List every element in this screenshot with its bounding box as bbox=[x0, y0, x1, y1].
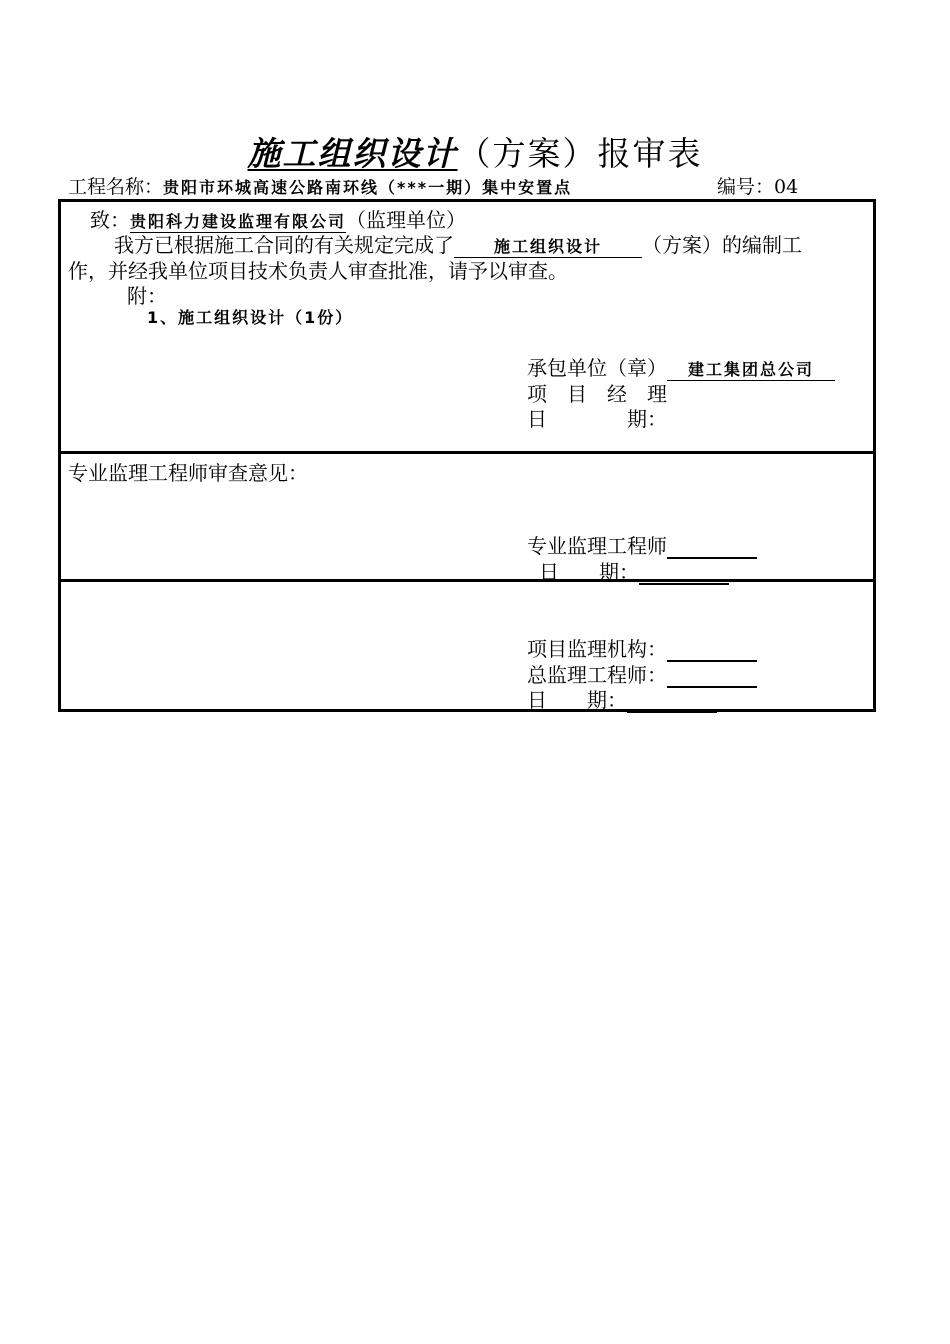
body-line-1 bbox=[114, 229, 802, 258]
body-line1-fill: 施工组织设计 bbox=[454, 234, 642, 258]
section-divider-2 bbox=[58, 579, 876, 582]
to-label: 致： bbox=[90, 208, 130, 232]
number-value: 04 bbox=[774, 176, 799, 198]
section3-date-label: 日 期： bbox=[527, 688, 627, 712]
section3-date-line bbox=[527, 684, 717, 713]
org-line bbox=[527, 633, 757, 662]
attachment-label: 附： bbox=[127, 284, 167, 308]
section-divider-1 bbox=[58, 451, 876, 454]
page-title bbox=[0, 128, 950, 175]
project-label: 工程名称： bbox=[68, 176, 164, 198]
attachment-item: 1、施工组织设计（1份） bbox=[147, 308, 354, 327]
body-line-2: 作，并经我单位项目技术负责人审查批准，请予以审查。 bbox=[68, 259, 568, 283]
title-emphasis: 施工组织设计 bbox=[247, 134, 458, 173]
contractor-label: 承包单位（章） bbox=[527, 356, 667, 380]
engineer-signature-line bbox=[527, 530, 757, 559]
contractor-value: 建工集团总公司 bbox=[667, 357, 835, 381]
chief-label: 总监理工程师： bbox=[527, 663, 667, 687]
title-suffix: 报审表 bbox=[597, 134, 703, 173]
project-name-row bbox=[68, 172, 572, 199]
section2-date-line bbox=[539, 556, 729, 585]
section2-date-label: 日 期： bbox=[539, 560, 639, 584]
body-line1-suffix: （方案）的编制工 bbox=[642, 233, 802, 257]
title-paren: （方案） bbox=[457, 134, 598, 173]
supervisor-company: 贵阳科力建设监理有限公司 bbox=[130, 209, 346, 233]
org-label: 项目监理机构： bbox=[527, 637, 667, 661]
engineer-opinion-heading: 专业监理工程师审查意见： bbox=[68, 461, 308, 485]
contractor-line bbox=[527, 352, 835, 381]
section2-date-blank[interactable] bbox=[639, 561, 729, 585]
body-line1-prefix: 我方已根据施工合同的有关规定完成了 bbox=[114, 233, 454, 257]
project-manager-label: 项 目 经 理 bbox=[527, 382, 667, 406]
project-value: 贵阳市环城高速公路南环线（***一期）集中安置点 bbox=[163, 178, 573, 197]
to-suffix: （监理单位） bbox=[346, 208, 467, 232]
section3-date-blank[interactable] bbox=[627, 689, 717, 713]
number-label: 编号： bbox=[717, 176, 775, 198]
document-number bbox=[717, 172, 798, 199]
engineer-label: 专业监理工程师 bbox=[527, 534, 667, 558]
section1-date-label: 日 期： bbox=[527, 407, 667, 431]
